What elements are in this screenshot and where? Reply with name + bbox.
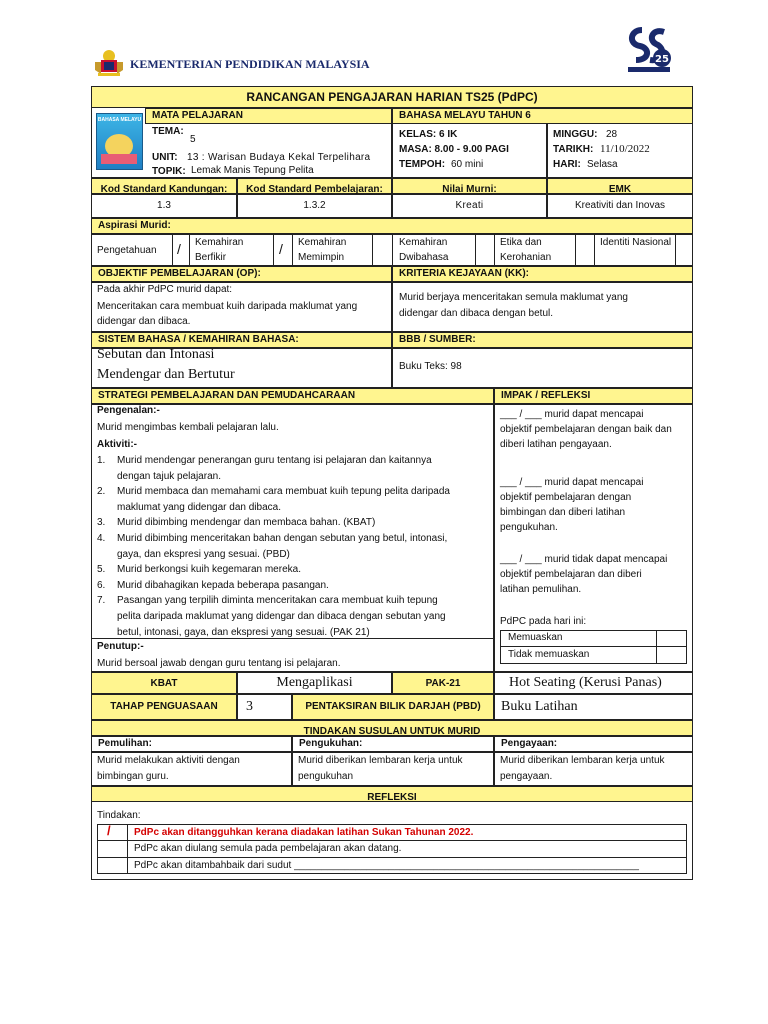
activity-item: 1. Murid mendengar penerangan guru tentang isi pelajaran dan kaitannya dengan tajuk pelajaran. — [97, 455, 432, 482]
emk-value: Kreativiti dan Inovas — [574, 200, 666, 211]
tempoh-label: TEMPOH: — [399, 159, 446, 170]
sistem-label-cell — [91, 332, 392, 348]
bbb-label-cell — [392, 332, 693, 348]
kriteria-line-2: didengar dan dibaca dengan betul. — [399, 308, 554, 319]
pak-label-cell — [392, 672, 494, 694]
tindakan-mark[interactable]: / — [107, 823, 111, 838]
ksp-label-cell — [237, 178, 392, 194]
nilai-value-cell — [392, 194, 547, 218]
ksk-value: 1.3 — [157, 200, 171, 211]
refleksi-label-cell — [91, 786, 693, 802]
minggu-value: 28 — [606, 129, 618, 140]
mata-pelajaran-label-cell — [145, 108, 392, 124]
objektif-line-1: Pada akhir PdPC murid dapat: — [97, 284, 233, 295]
activity-item: 6. Murid dibahagikan kepada beberapa pasangan. — [97, 579, 329, 591]
activity-item: 3. Murid dibimbing mendengar dan membaca bahan. (KBAT) — [97, 517, 376, 529]
emk-label-cell — [547, 178, 693, 194]
objektif-line-3: didengar dan dibaca. — [97, 316, 191, 327]
penutup-text: Murid bersoal jawab dengan guru tentang isi pelajaran. — [97, 658, 341, 669]
pbd-value-cell — [494, 694, 693, 720]
tema-value: 5 — [190, 134, 196, 145]
kriteria-label-cell — [392, 266, 693, 282]
tindakan-checkbox-2[interactable] — [98, 841, 126, 856]
masa-text: MASA: 8.00 - 9.00 PAGI — [399, 144, 509, 155]
tindakan-option-1: PdPc akan ditangguhkan kerana diadakan latihan Sukan Tahunan 2022. — [134, 827, 474, 838]
aspirasi-item-etika: Etika dan Kerohanian — [500, 237, 552, 263]
ksp-label: Kod Standard Pembelajaran: — [246, 184, 383, 195]
kelas-text: KELAS: 6 IK — [399, 129, 458, 140]
ksk-label-cell — [91, 178, 237, 194]
pengukuhan-label: Pengukuhan: — [299, 738, 363, 749]
sistem-label: SISTEM BAHASA / KEMAHIRAN BAHASA: — [98, 334, 299, 345]
tindakan-checkbox-3[interactable] — [98, 858, 126, 873]
strategi-label: STRATEGI PEMBELAJARAN DAN PEMUDAHCARAAN — [98, 390, 356, 401]
pengayaan-label-cell — [494, 736, 693, 752]
pengukuhan-label-cell — [292, 736, 494, 752]
impak-block-2: ___ / ___ murid dapat mencapai objektif pembelajaran dengan bimbingan dan diberi latihan pengukuhan. — [500, 477, 644, 533]
kbat-value-cell — [237, 672, 392, 694]
susulan-label: TINDAKAN SUSULAN UNTUK MURID — [303, 726, 481, 737]
pak-value-cell — [494, 672, 693, 694]
impak-block-3: ___ / ___ murid tidak dapat mencapai objektif pembelajaran dan diberi latihan pemulihan. — [500, 554, 668, 595]
tahap-label-cell — [91, 694, 237, 720]
activity-item: 7. Pasangan yang terpilih diminta menceritakan cara membuat kuih tepung pelita daripada maklumat yang didengar dan dibaca dengan sebutan yang betul, intonasi, gaya, dan ekspresi yang sesuai. (PAK 21) — [97, 595, 446, 638]
pdpc-checkbox-tidak-memuaskan[interactable] — [657, 647, 686, 663]
tahap-label: TAHAP PENGUASAAN — [110, 701, 218, 712]
pbd-label-cell — [292, 694, 494, 720]
ksp-value-cell — [237, 194, 392, 218]
pengenalan-text: Murid mengimbas kembali pelajaran lalu. — [97, 422, 279, 433]
hari-value: Selasa — [587, 159, 618, 170]
objektif-label: OBJEKTIF PEMBELAJARAN (OP): — [98, 268, 261, 279]
activity-item: 4. Murid dibimbing menceritakan bahan dengan sebutan yang betul, intonasi, gaya, dan ekspresi yang sesuai. (PBD) — [97, 532, 448, 560]
impak-label: IMPAK / REFLEKSI — [501, 390, 591, 401]
nilai-value: Kreati — [455, 200, 484, 211]
aspirasi-item-berfikir: Kemahiran Berfikir — [195, 237, 244, 263]
impak-block-1: ___ / ___ murid dapat mencapai objektif pembelajaran dengan baik dan diberi latihan pengayaan. — [500, 409, 672, 450]
mata-pelajaran-value: BAHASA MELAYU TAHUN 6 — [399, 110, 531, 121]
kriteria-line-1: Murid berjaya menceritakan semula maklumat yang — [399, 292, 628, 303]
kbat-label: KBAT — [150, 678, 178, 689]
sistem-line-2: Mendengar dan Bertutur — [97, 367, 235, 382]
pdpc-option-memuaskan: Memuaskan — [508, 632, 563, 643]
objektif-line-2: Menceritakan cara membuat kuih daripada maklumat yang — [97, 301, 358, 312]
activity-item: 2. Murid membaca dan memahami cara membuat kuih tepung pelita daripada maklumat yang didengar dan dibaca. — [97, 486, 450, 513]
aspirasi-label: Aspirasi Murid: — [98, 220, 171, 231]
sistem-line-1: Sebutan dan Intonasi — [97, 347, 215, 362]
pdpc-checkbox-memuaskan[interactable] — [657, 631, 686, 645]
tarikh-label: TARIKH: — [553, 144, 594, 155]
ministry-name: KEMENTERIAN PENDIDIKAN MALAYSIA — [130, 57, 370, 71]
form-title-row — [91, 86, 693, 108]
aspirasi-check-1[interactable]: / — [177, 241, 181, 257]
emk-value-cell — [547, 194, 693, 218]
pdpc-option-tidak-memuaskan: Tidak memuaskan — [508, 649, 590, 660]
tahap-value: 3 — [246, 699, 253, 714]
minggu-label: MINGGU: — [553, 129, 598, 140]
ksk-value-cell — [91, 194, 237, 218]
ministry-crest-icon — [92, 48, 126, 78]
penutup-label: Penutup:- — [97, 641, 144, 652]
tema-label: TEMA: — [152, 126, 184, 137]
pengayaan-line-1: Murid diberikan lembaran kerja untuk — [500, 755, 665, 766]
activity-list — [91, 453, 491, 640]
aspirasi-item-pengetahuan: Pengetahuan — [97, 245, 157, 256]
bbb-value: Buku Teks: 98 — [399, 361, 462, 372]
pdpc-label: PdPC pada hari ini: — [500, 616, 587, 627]
aspirasi-item-dwibahasa: Kemahiran Dwibahasa — [399, 237, 449, 263]
impak-label-cell — [494, 388, 693, 404]
pengayaan-line-2: pengayaan. — [500, 771, 553, 782]
pengayaan-label: Pengayaan: — [501, 738, 558, 749]
susulan-label-cell — [91, 720, 693, 736]
topik-label: TOPIK: — [152, 166, 186, 177]
kriteria-label: KRITERIA KEJAYAAN (KK): — [399, 268, 530, 279]
activity-item: 5. Murid berkongsi kuih kegemaran mereka. — [97, 564, 301, 576]
pemulihan-label: Pemulihan: — [98, 738, 152, 749]
ts25-logo-icon — [624, 24, 674, 76]
pengukuhan-line-1: Murid diberikan lembaran kerja untuk — [298, 755, 463, 766]
bbb-label: BBB / SUMBER: — [399, 334, 476, 345]
hari-label: HARI: — [553, 159, 581, 170]
pbd-label: PENTAKSIRAN BILIK DARJAH (PBD) — [305, 701, 481, 712]
unit-label: UNIT: — [152, 152, 178, 163]
mata-pelajaran-value-cell — [392, 108, 693, 124]
mata-pelajaran-label: MATA PELAJARAN — [152, 110, 243, 121]
pemulihan-label-cell — [91, 736, 292, 752]
tindakan-option-3: PdPc akan ditambahbaik dari sudut ______________________________________________________________ — [134, 860, 639, 871]
pengukuhan-line-2: pengukuhan — [298, 771, 354, 782]
aspirasi-item-identiti: Identiti Nasional — [600, 237, 672, 248]
nilai-label-cell — [392, 178, 547, 194]
logo-number: 25 — [655, 54, 669, 65]
emk-label: EMK — [608, 184, 632, 195]
aspirasi-label-cell — [91, 218, 693, 234]
ksp-value: 1.3.2 — [303, 200, 326, 211]
tahap-value-cell — [237, 694, 292, 720]
objektif-label-cell — [91, 266, 392, 282]
pbd-value: Buku Latihan — [501, 699, 578, 714]
pak-label: PAK-21 — [425, 678, 461, 689]
pemulihan-line-2: bimbingan guru. — [97, 771, 169, 782]
form-title: RANCANGAN PENGAJARAN HARIAN TS25 (PdPC) — [246, 90, 538, 104]
strategi-label-cell — [91, 388, 494, 404]
refleksi-label: REFLEKSI — [367, 792, 417, 803]
ksk-label: Kod Standard Kandungan: — [100, 184, 228, 195]
pengenalan-label: Pengenalan:- — [97, 405, 160, 416]
tindakan-label: Tindakan: — [97, 810, 141, 821]
nilai-label: Nilai Murni: — [442, 184, 497, 195]
aspirasi-item-memimpin: Kemahiran Memimpin — [298, 237, 347, 263]
tindakan-option-2: PdPc akan diulang semula pada pembelajaran akan datang. — [134, 843, 402, 854]
topik-value: Lemak Manis Tepung Pelita — [191, 165, 314, 176]
tempoh-value: 60 mini — [451, 159, 484, 170]
pemulihan-line-1: Murid melakukan aktiviti dengan — [97, 755, 240, 766]
tarikh-value: 11/10/2022 — [600, 143, 650, 155]
aktiviti-label: Aktiviti:- — [97, 439, 137, 450]
kbat-value: Mengaplikasi — [276, 675, 353, 690]
unit-value: 13 : Warisan Budaya Kekal Terpelihara — [187, 152, 371, 163]
pak-value: Hot Seating (Kerusi Panas) — [509, 675, 662, 690]
kbat-label-cell — [91, 672, 237, 694]
aspirasi-check-2[interactable]: / — [279, 241, 283, 257]
textbook-cover-title: BAHASA MELAYU — [97, 117, 142, 123]
